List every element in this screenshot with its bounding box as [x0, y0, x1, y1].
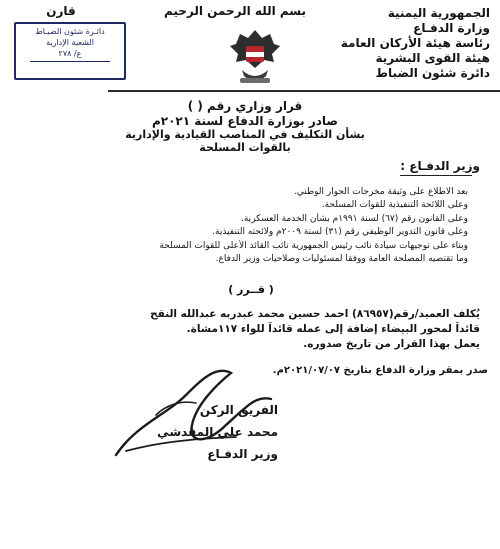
header-divider: [108, 90, 500, 92]
article-line-2: قائداً لمحور البيضاء إضافة إلى عمله قائداً للواء ١١٧مشاة.: [186, 323, 480, 335]
basmala-banner: بسم الله الرحمن الرحيم: [163, 4, 307, 18]
article-line-3: يعمل بهذا القرار من تاريخ صدوره.: [303, 338, 480, 350]
ministry-line-1: الجمهورية اليمنية: [387, 6, 490, 20]
decree-issued-line: صادر بوزارة الدفاع لسنة ٢٠٢١م: [151, 114, 339, 128]
legal-basis: [60, 186, 468, 266]
basis-line-6: وما تقتضيه المصلحة العامة ووفقا لمسئوليات وصلاحيات وزير الدفاع.: [215, 254, 468, 265]
decree-title: قرار وزاري رقم ( ): [187, 99, 303, 113]
stamp-line-2: الشعبة الإدارية: [46, 38, 94, 47]
ministry-line-2: وزارة الدفـاع: [413, 21, 490, 35]
office-stamp: [14, 22, 126, 80]
basis-line-2: وعلى اللائحة التنفيذية للقوات المسلحة.: [321, 200, 468, 211]
basis-line-3: وعلى القانون رقم (٦٧) لسنة ١٩٩١م بشأن الخدمة العسكرية.: [241, 213, 468, 224]
header-left-label: قارن: [46, 4, 76, 18]
eagle-emblem-icon: [226, 26, 284, 88]
stamp-line-1: دائـرة شئون الضبـاط: [35, 27, 105, 36]
article-line-1: يُكلف العميد/رقم(٨٦٩٥٧) احمد حسين محمد عبدربه عبدالله النقح: [150, 308, 480, 320]
decree-subject: بشأن التكليف في المناصب القيادية والإدارية بالقوات المسلحة: [125, 128, 365, 154]
decree-articles: [100, 307, 480, 352]
signatory-title: وزير الدفـاع: [207, 447, 278, 461]
minister-underline: [400, 175, 472, 176]
basis-line-4: وعلى قانون التدوير الوظيفي رقم (٣١) لسنة ٢٠٠٩م ولائحته التنفيذية.: [212, 227, 468, 238]
ministry-line-3: رئاسة هيئة الأركان العامة: [340, 36, 490, 50]
ministry-heading: [330, 6, 490, 81]
basis-line-5: وبناء على توجيهات سيادة نائب رئيس الجمهورية نائب القائد الأعلى للقوات المسلحة: [159, 240, 468, 251]
signatory-rank: الفريق الركن: [199, 403, 278, 417]
ministry-line-5: دائرة شئون الضباط: [375, 66, 490, 80]
issued-at: صدر بمقر وزارة الدفاع بتاريخ ٢٠٢١/٠٧/٠٧م.: [272, 365, 488, 376]
signatory-block: [88, 399, 278, 465]
basis-line-1: بعد الاطلاع على وثيقة مخرجات الحوار الوطني.: [293, 187, 468, 197]
minister-heading: وزير الدفـاع :: [400, 159, 480, 173]
decided-label: ( قــرر ): [228, 283, 274, 296]
stamp-line-3: ع/ ٢٧٨: [58, 49, 82, 58]
signatory-name: محمد علي المقدشي: [157, 425, 278, 439]
stamp-box: [30, 61, 110, 82]
ministry-line-4: هيئة القوى البشرية: [375, 51, 490, 65]
